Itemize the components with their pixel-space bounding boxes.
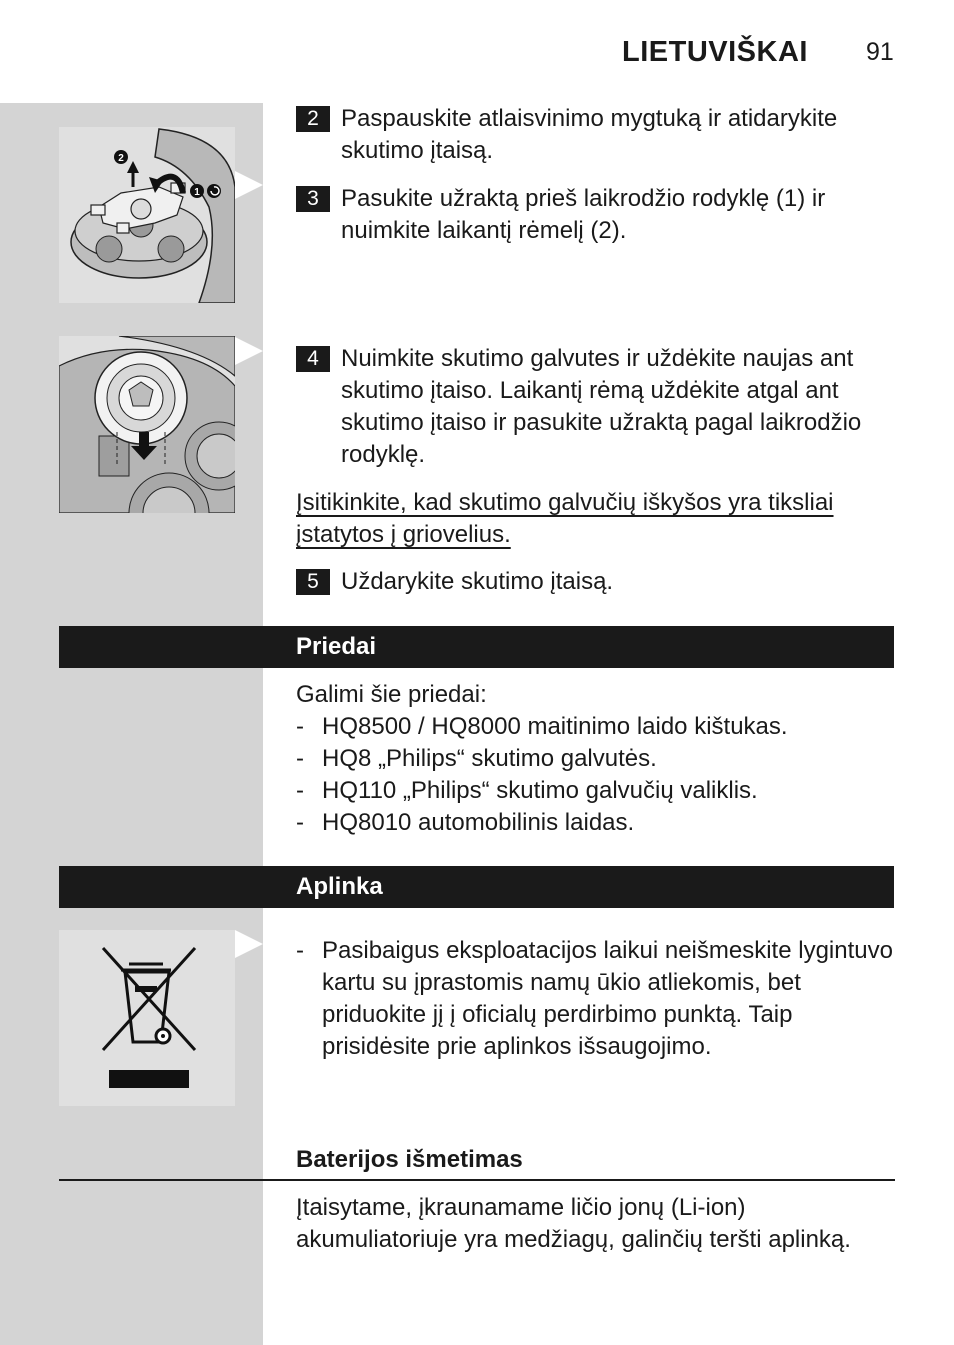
step-3 [296,183,896,247]
step-number: 2 [296,106,330,132]
battery-disposal-text: Įtaisytame, įkraunamame ličio jonų (Li-ion) akumuliatoriuje yra medžiagų, galinčių teršti aplinką. [296,1194,851,1253]
page-number: 91 [866,38,894,66]
list-item: - HQ8010 automobilinis laidas. [296,809,635,836]
list-item: - HQ8 „Philips“ skutimo galvutės. [296,745,657,772]
step-5 [296,566,896,598]
crossed-out-wheelie-bin-icon [59,930,235,1106]
section-title: Aplinka [296,873,383,900]
step-text: Nuimkite skutimo galvutes ir uždėkite naujas ant skutimo įtaiso. Laikantį rėmą uždėkite atgal ant skutimo įtaiso ir pasukite užraktą pagal laikrodžio rodyklę. [341,345,862,468]
unlock-rotate-icon [207,184,221,198]
illustration-pointer [235,930,263,958]
heading-rule [59,1179,895,1181]
illustration-pointer [235,171,263,199]
step-2 [296,103,896,167]
list-item: - HQ110 „Philips“ skutimo galvučių valiklis. [296,777,758,804]
accessories-intro: Galimi šie priedai: [296,681,487,708]
list-item: - HQ8500 / HQ8000 maitinimo laido kištukas. [296,713,788,740]
section-bar-accessories [59,626,894,668]
illustration-open-shaver [59,127,235,303]
environment-list [296,935,896,1063]
battery-disposal-heading: Baterijos išmetimas [296,1146,523,1173]
accessories-list [296,711,896,839]
illustration-pointer [235,337,263,365]
step-number: 4 [296,346,330,372]
svg-text:2: 2 [118,153,124,164]
step-number: 3 [296,186,330,212]
illustration-recycling [59,930,235,1106]
step-text: Pasukite užraktą prieš laikrodžio rodyklę (1) ir nuimkite laikantį rėmelį (2). [341,185,826,244]
section-title: Priedai [296,633,377,660]
illustration-replace-heads [59,336,235,513]
step-text: Uždarykite skutimo įtaisą. [341,568,614,595]
svg-text:1: 1 [194,187,200,198]
step-text: Paspauskite atlaisvinimo mygtuką ir atidarykite skutimo įtaisą. [341,105,838,164]
step-4 [296,343,896,471]
list-item: - Pasibaigus eksploatacijos laikui neišmeskite lygintuvo kartu su įprastomis namų ūkio atliekomis, bet priduokite jį į oficialų perdirbimo punktą. Taip prisidėsite prie aplinkos išsaugojimo. [296,937,893,1060]
section-bar-environment [59,866,894,908]
page-language-header: LIETUVIŠKAI [622,36,808,68]
alignment-note [296,487,896,551]
step-number: 5 [296,569,330,595]
alignment-note-text: Įsitikinkite, kad skutimo galvučių iškyšos yra tiksliai įstatytos į griovelius. [296,489,834,548]
